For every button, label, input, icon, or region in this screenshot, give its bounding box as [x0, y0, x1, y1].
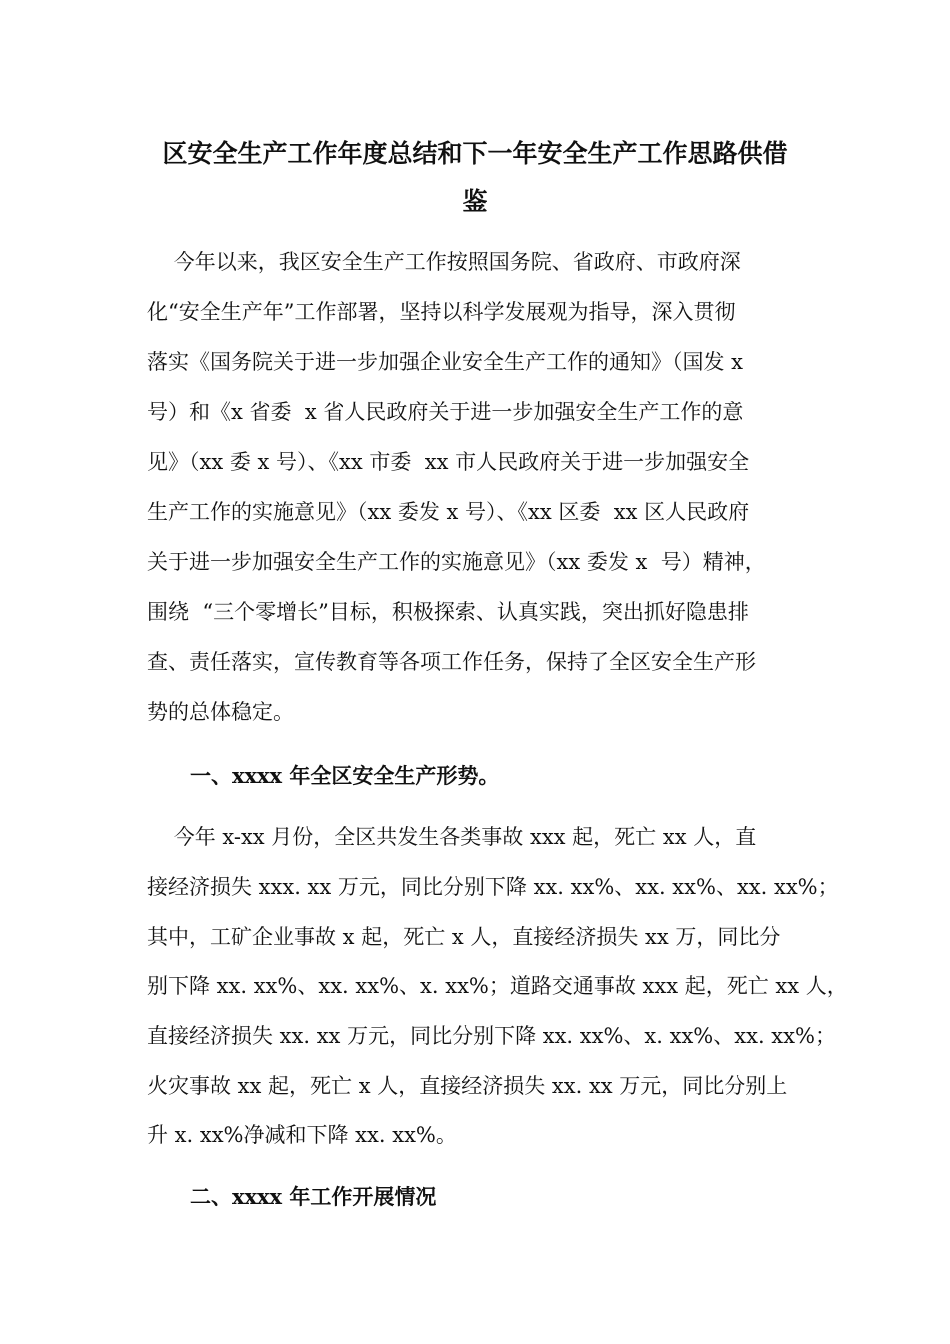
intro-line: 今年以来，我区安全生产工作按照国务院、省政府、市政府深 [147, 250, 741, 274]
intro-line: 关于进一步加强安全生产工作的实施意见》（xx 委发 x 号）精神， [147, 550, 766, 574]
section1-line: 升 x. xx%净减和下降 xx. xx%。 [147, 1123, 457, 1147]
intro-line: 围绕 “三个零增长”目标，积极探索、认真实践，突出抓好隐患排 [147, 600, 749, 624]
section1-line: 火灾事故 xx 起，死亡 x 人，直接经济损失 xx. xx 万元，同比分别上 [147, 1074, 788, 1098]
intro-line: 见》（xx 委 x 号）、《xx 市委 xx 市人民政府关于进一步加强安全 [147, 450, 750, 474]
section1-line: 直接经济损失 xx. xx 万元，同比分别下降 xx. xx%、x. xx%、xx. xx%； [147, 1024, 836, 1048]
intro-line: 落实《国务院关于进一步加强企业安全生产工作的通知》（国发 x [147, 350, 744, 374]
section-heading-1: 一、xxxx 年全区安全生产形势。 [190, 763, 500, 788]
intro-line: 生产工作的实施意见》（xx 委发 x 号）、《xx 区委 xx 区人民政府 [147, 500, 750, 524]
intro-line: 化“安全生产年”工作部署，坚持以科学发展观为指导，深入贯彻 [147, 300, 736, 324]
section1-line: 接经济损失 xxx. xx 万元，同比分别下降 xx. xx%、xx. xx%、xx. xx%； [147, 875, 839, 899]
section-heading-2: 二、xxxx 年工作开展情况 [190, 1184, 437, 1209]
section1-line: 其中，工矿企业事故 x 起，死亡 x 人，直接经济损失 xx 万，同比分 [147, 925, 781, 949]
intro-line: 势的总体稳定。 [147, 700, 294, 724]
document-title-line-1: 区安全生产工作年度总结和下一年安全生产工作思路供借 [162, 139, 788, 168]
section1-line: 今年 x-xx 月份，全区共发生各类事故 xxx 起，死亡 xx 人，直 [147, 825, 757, 849]
intro-line: 查、责任落实，宣传教育等各项工作任务，保持了全区安全生产形 [147, 650, 756, 674]
document-title-line-2: 鉴 [462, 187, 488, 216]
section1-line: 别下降 xx. xx%、xx. xx%、x. xx%；道路交通事故 xxx 起，死亡 xx 人， [147, 974, 848, 998]
intro-line: 号）和《x 省委 x 省人民政府关于进一步加强安全生产工作的意 [147, 400, 744, 424]
